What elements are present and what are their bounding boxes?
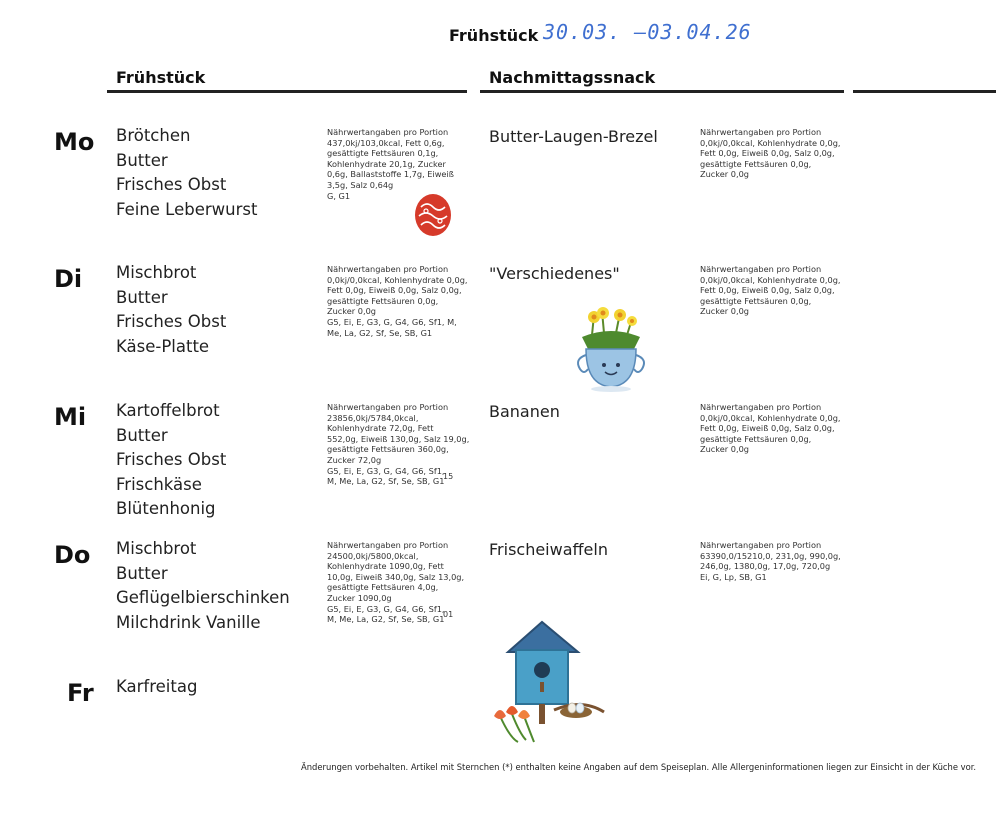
nutrition-line: Zucker 0,0g xyxy=(700,169,749,180)
breakfast-items-wednesday xyxy=(116,399,226,522)
nutrition-line: Zucker 72,0g xyxy=(327,454,382,465)
menu-item: Frisches Obst xyxy=(116,175,227,194)
nutrition-line: G5, Ei, E, G3, G, G4, G6, Sf1, xyxy=(327,603,445,614)
menu-item: Butter xyxy=(116,287,168,307)
menu-item: Butter xyxy=(116,425,168,445)
page-header xyxy=(0,18,996,50)
nutrition-line: gesättigte Fettsäuren 0,0g, xyxy=(327,295,439,306)
nutrition-line: Nährwertangaben pro Portion xyxy=(700,402,822,412)
nutrition-line: 23856,0kj/5784,0kcal, xyxy=(327,412,419,423)
nutrition-info-tuesday xyxy=(327,264,468,338)
daffodil-pot-icon xyxy=(572,305,650,397)
nutrition-line: Nährwertangaben pro Portion xyxy=(327,402,449,412)
breakfast-items-monday xyxy=(116,124,257,222)
nutrition-line: 437,0kj/103,0kcal, Fett 0,6g, xyxy=(327,137,445,148)
nutrition-line: gesättigte Fettsäuren 4,0g, xyxy=(327,582,439,593)
menu-item: Kartoffelbrot xyxy=(116,401,220,420)
menu-item: Frisches Obst xyxy=(116,450,227,469)
nutrition-line: 0,0kj/0,0kcal, Kohlenhydrate 0,0g, xyxy=(700,274,841,285)
day-label-monday: Mo xyxy=(54,128,95,156)
nutrition-line: Fett 0,0g, Eiweiß 0,0g, Salz 0,0g, xyxy=(700,423,835,434)
menu-item: Mischbrot xyxy=(116,263,197,282)
breakfast-items-tuesday xyxy=(116,261,226,359)
nutrition-line: 246,0g, 1380,0g, 17,0g, 720,0g xyxy=(700,561,831,572)
nutrition-line: M, Me, La, G2, Sf, Se, SB, G1 xyxy=(327,614,445,625)
nutrition-line: Kohlenhydrate 20,1g, Zucker xyxy=(327,158,446,169)
nutrition-line: Fett 0,0g, Eiweiß 0,0g, Salz 0,0g, xyxy=(700,148,835,159)
snack-monday: Butter-Laugen-Brezel xyxy=(489,127,658,146)
nutrition-line: 552,0g, Eiweiß 130,0g, Salz 19,0g, xyxy=(327,433,470,444)
day-label-wednesday: Mi xyxy=(54,403,87,431)
birdhouse-icon xyxy=(490,618,608,746)
snack-nutrition-tuesday xyxy=(700,264,841,317)
rule-extra xyxy=(853,90,996,93)
nutrition-line: Fett 0,0g, Eiweiß 0,0g, Salz 0,0g, xyxy=(700,285,835,296)
column-heading-snack: Nachmittagssnack xyxy=(489,68,656,87)
nutrition-line: Nährwertangaben pro Portion xyxy=(327,540,449,550)
nutrition-line: 0,0kj/0,0kcal, Kohlenhydrate 0,0g, xyxy=(700,137,841,148)
breakfast-items-thursday xyxy=(116,537,290,635)
nutrition-line: 24500,0kj/5800,0kcal, xyxy=(327,550,419,561)
nutrition-line: Kohlenhydrate 72,0g, Fett xyxy=(327,423,434,434)
menu-item: Mischbrot xyxy=(116,539,197,558)
nutrition-line: 0,6g, Ballaststoffe 1,7g, Eiweiß xyxy=(327,169,454,180)
nutrition-info-thursday xyxy=(327,540,465,625)
nutrition-line: G5, Ei, E, G3, G, G4, G6, Sf1, xyxy=(327,465,445,476)
nutrition-line: Kohlenhydrate 1090,0g, Fett xyxy=(327,561,444,572)
nutrition-line: Zucker 1090,0g xyxy=(327,592,392,603)
nutrition-line: 63390,0/15210,0, 231,0g, 990,0g, xyxy=(700,550,841,561)
menu-item: Butter xyxy=(116,150,168,170)
nutrition-line: Zucker 0,0g xyxy=(327,306,376,317)
snack-wednesday: Bananen xyxy=(489,402,560,421)
snack-nutrition-thursday xyxy=(700,540,841,582)
nutrition-line: gesättigte Fettsäuren 0,0g, xyxy=(700,158,812,169)
menu-item: Brötchen xyxy=(116,126,191,145)
menu-item: Milchdrink Vanille xyxy=(116,612,261,632)
nutrition-line: 10,0g, Eiweiß 340,0g, Salz 13,0g, xyxy=(327,571,465,582)
column-heading-breakfast: Frühstück xyxy=(116,68,206,87)
snack-thursday: Frischeiwaffeln xyxy=(489,540,608,559)
nutrition-line: G5, Ei, E, G3, G, G4, G6, Sf1, M, xyxy=(327,316,457,327)
nutrition-info-wednesday xyxy=(327,402,470,487)
rule-snack xyxy=(480,90,844,93)
nutrition-line: Zucker 0,0g xyxy=(700,306,749,317)
nutrition-line: gesättigte Fettsäuren 0,1g, xyxy=(327,148,439,159)
page-title: Frühstück xyxy=(449,26,539,45)
easter-egg-icon xyxy=(413,192,453,237)
rule-breakfast xyxy=(107,90,467,93)
menu-item: Frisches Obst xyxy=(116,312,227,331)
day-label-thursday: Do xyxy=(54,541,91,569)
nutrition-note-thursday: 01 xyxy=(443,610,454,619)
nutrition-line: Nährwertangaben pro Portion xyxy=(700,264,822,274)
menu-item: Feine Leberwurst xyxy=(116,199,258,219)
menu-item: Blütenhonig xyxy=(116,499,216,518)
nutrition-line: Nährwertangaben pro Portion xyxy=(327,264,449,274)
nutrition-line: Fett 0,0g, Eiweiß 0,0g, Salz 0,0g, xyxy=(327,285,462,296)
nutrition-line: Nährwertangaben pro Portion xyxy=(700,540,822,550)
nutrition-line: Nährwertangaben pro Portion xyxy=(700,127,822,137)
menu-item: Käse-Platte xyxy=(116,336,210,356)
menu-item: Karfreitag xyxy=(116,677,198,696)
nutrition-line: gesättigte Fettsäuren 0,0g, xyxy=(700,295,812,306)
menu-item: Geflügelbierschinken xyxy=(116,588,290,607)
nutrition-note-wednesday: 15 xyxy=(443,472,454,481)
nutrition-line: 3,5g, Salz 0,64g xyxy=(327,179,394,190)
snack-tuesday: "Verschiedenes" xyxy=(489,264,620,283)
nutrition-line: G, G1 xyxy=(327,190,351,201)
menu-item: Butter xyxy=(116,563,168,583)
nutrition-line: Ei, G, Lp, SB, G1 xyxy=(700,571,767,582)
nutrition-line: gesättigte Fettsäuren 0,0g, xyxy=(700,433,812,444)
footer-disclaimer: Änderungen vorbehalten. Artikel mit Sternchen (*) enthalten keine Angaben auf dem Speiseplan. Alle Allergeninformationen liegen zur Einsicht in der Küche vor. xyxy=(301,762,977,772)
nutrition-line: Me, La, G2, Sf, Se, SB, G1 xyxy=(327,327,433,338)
day-label-friday: Fr xyxy=(67,679,94,707)
day-label-tuesday: Di xyxy=(54,265,83,293)
nutrition-line: M, Me, La, G2, Sf, Se, SB, G1 xyxy=(327,476,445,487)
nutrition-line: 0,0kj/0,0kcal, Kohlenhydrate 0,0g, xyxy=(700,412,841,423)
menu-item: Frischkäse xyxy=(116,474,202,494)
nutrition-line: gesättigte Fettsäuren 360,0g, xyxy=(327,444,449,455)
nutrition-line: Zucker 0,0g xyxy=(700,444,749,455)
snack-nutrition-monday xyxy=(700,127,841,180)
nutrition-line: Nährwertangaben pro Portion xyxy=(327,127,449,137)
handwritten-date-range: 30.03. –03.04.26 xyxy=(543,20,752,44)
nutrition-info-monday xyxy=(327,127,461,201)
snack-nutrition-wednesday xyxy=(700,402,841,455)
nutrition-line: 0,0kj/0,0kcal, Kohlenhydrate 0,0g, xyxy=(327,274,468,285)
breakfast-items-friday xyxy=(116,675,197,700)
